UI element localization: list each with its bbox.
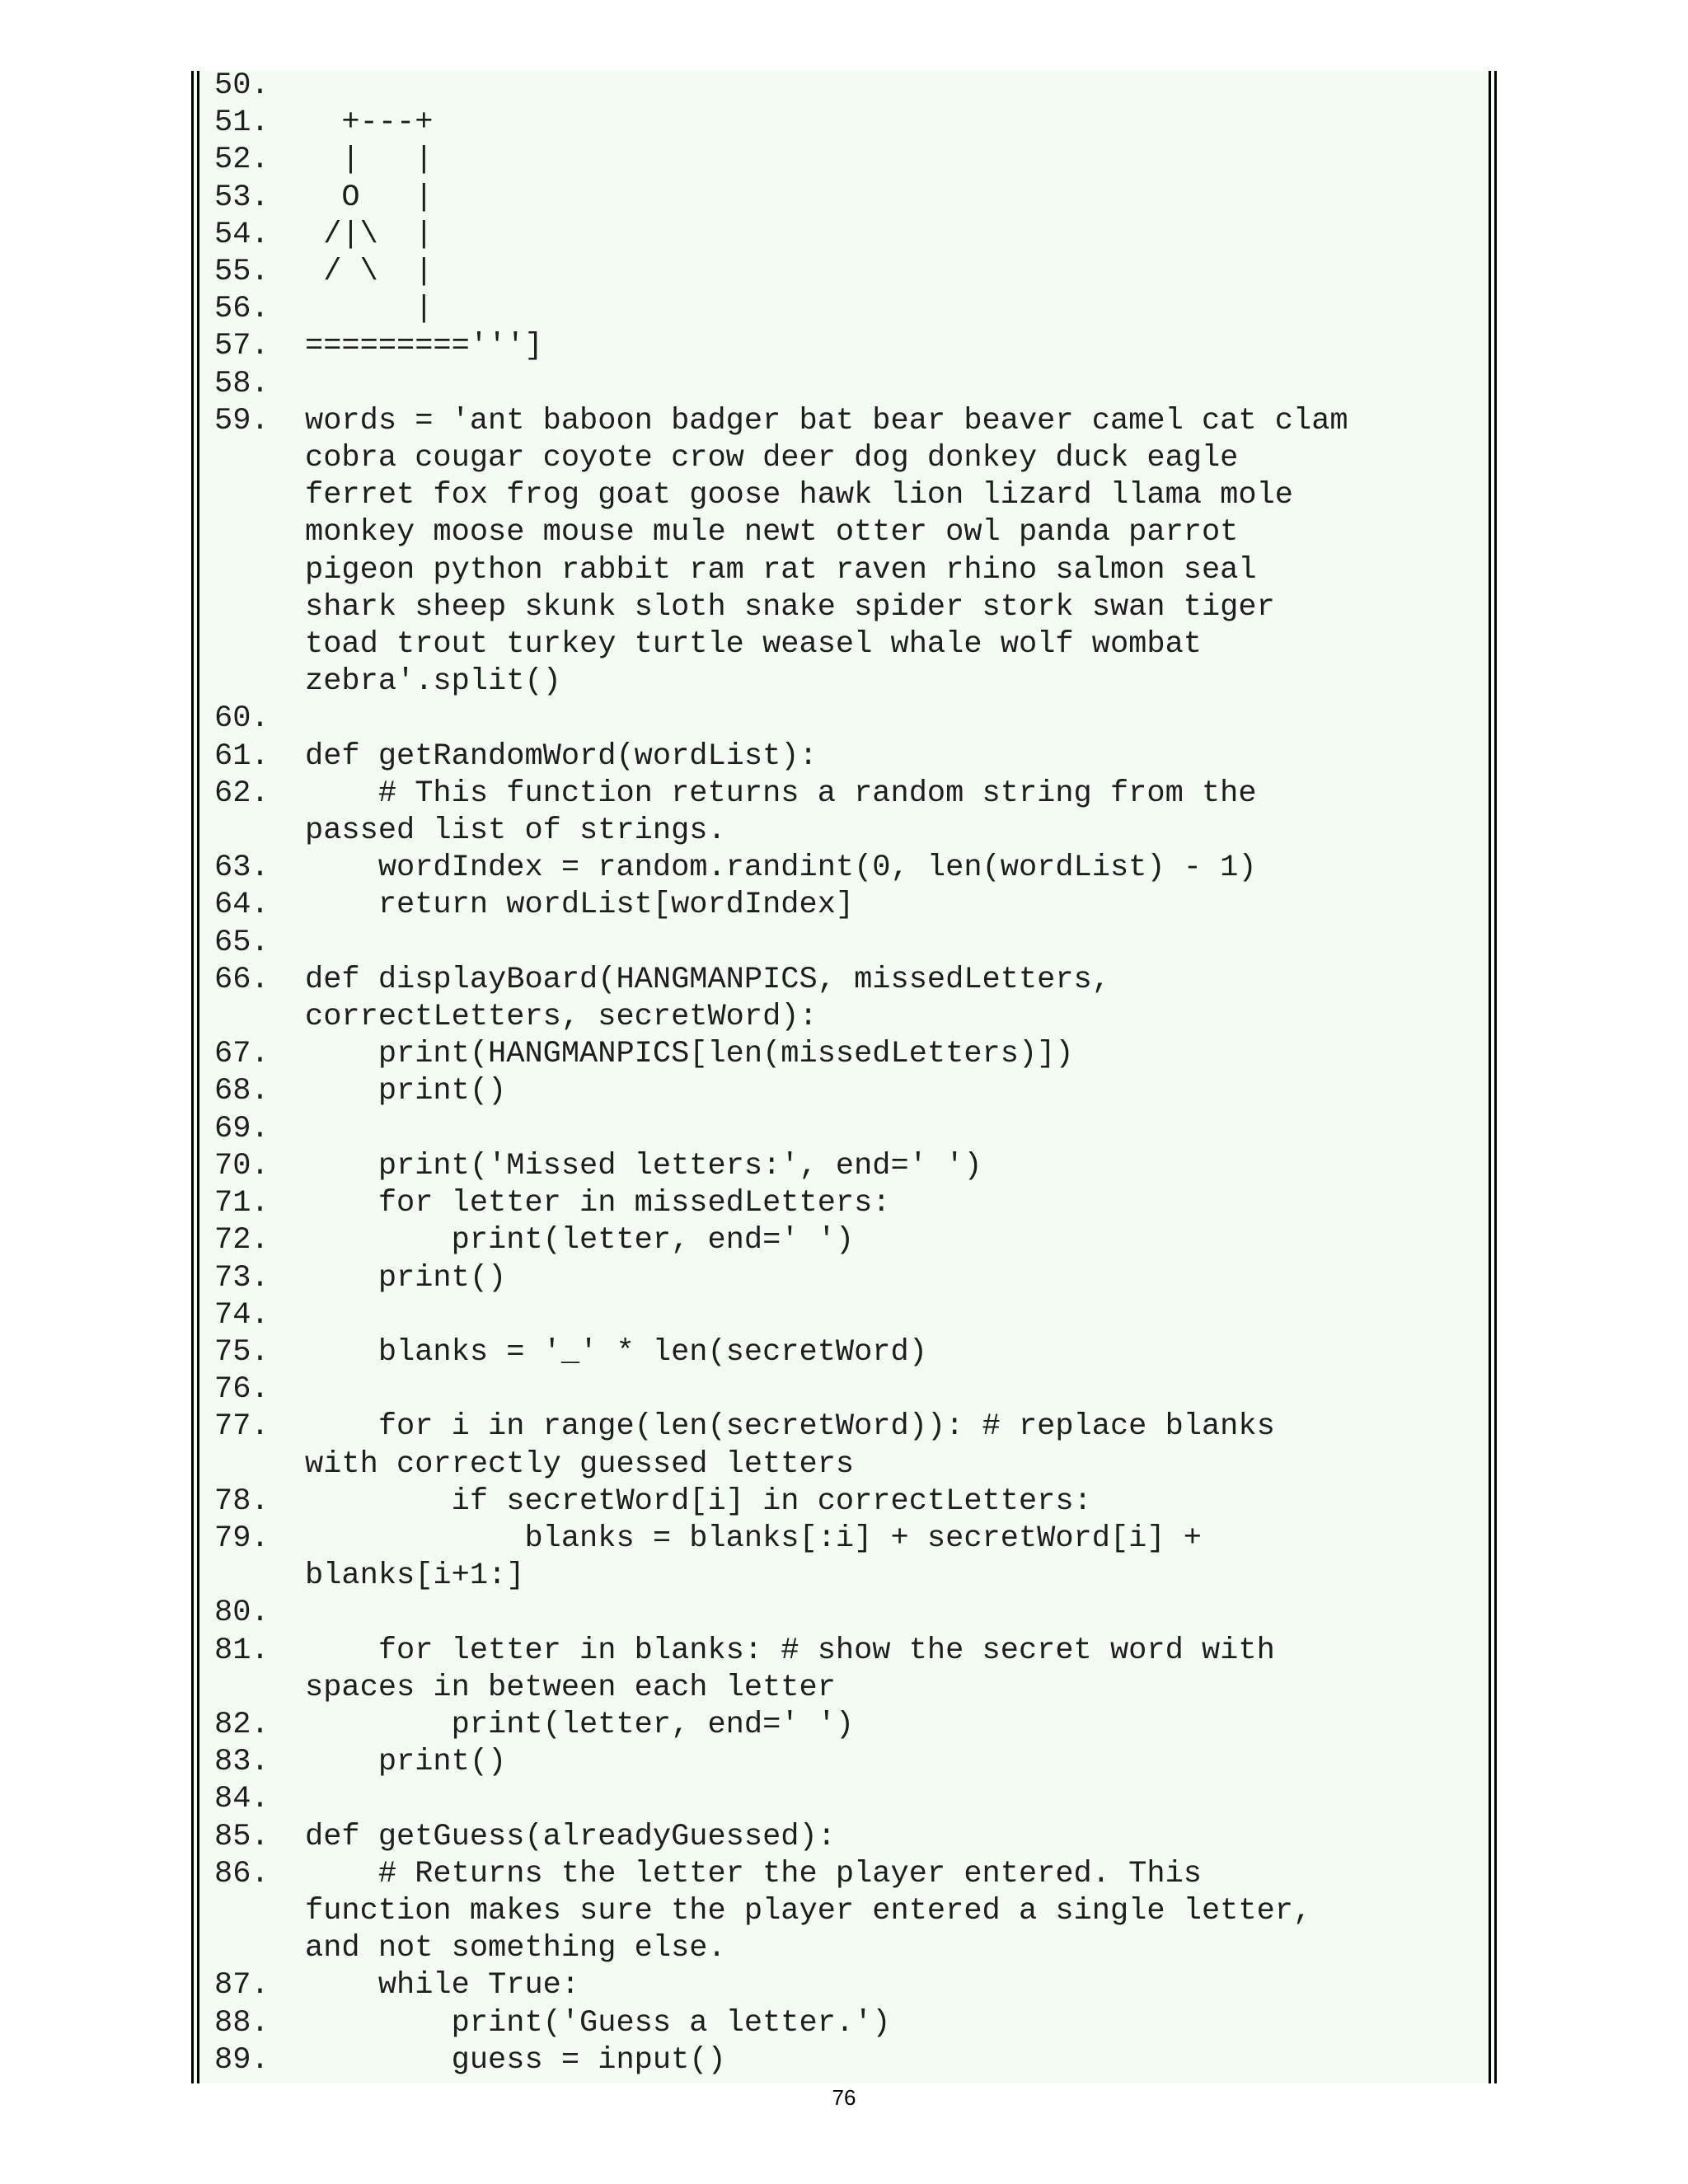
code-line — [214, 180, 1490, 217]
line-code: def getRandomWord(wordList): — [305, 738, 818, 774]
line-code: print(HANGMANPICS[len(missedLetters)]) — [305, 1037, 1074, 1072]
line-number: 65. — [214, 925, 270, 960]
line-code: # Returns the letter the player entered. This — [305, 1856, 1202, 1891]
left-border-outer — [191, 71, 194, 2083]
line-number: 80. — [214, 1596, 270, 1631]
code-line — [214, 403, 1490, 440]
line-code: +---+ — [305, 105, 434, 141]
line-number: 87. — [214, 1968, 270, 2004]
code-line — [214, 738, 1490, 776]
line-code: if secretWord[i] in correctLetters: — [305, 1483, 1092, 1519]
code-line — [214, 2042, 1490, 2079]
code-listing — [214, 68, 1490, 2079]
code-line — [214, 2005, 1490, 2042]
code-line — [214, 477, 1490, 514]
line-number: 86. — [214, 1856, 270, 1891]
line-code: blanks = '_' * len(secretWord) — [305, 1334, 927, 1370]
line-number: 74. — [214, 1297, 270, 1333]
code-line — [214, 1148, 1490, 1185]
code-line — [214, 887, 1490, 924]
line-number: 76. — [214, 1372, 270, 1408]
line-number: 66. — [214, 962, 270, 997]
left-border-inner — [197, 71, 199, 2083]
line-number: 55. — [214, 255, 270, 290]
code-line — [214, 142, 1490, 179]
line-number: 72. — [214, 1223, 270, 1258]
code-line — [214, 217, 1490, 254]
code-line — [214, 626, 1490, 663]
code-line — [214, 1222, 1490, 1259]
line-number: 78. — [214, 1483, 270, 1519]
line-code: print() — [305, 1260, 507, 1296]
line-number: 61. — [214, 738, 270, 774]
line-number: 52. — [214, 143, 270, 178]
code-line — [214, 328, 1490, 365]
code-line — [214, 813, 1490, 850]
code-line — [214, 552, 1490, 589]
line-code: words = 'ant baboon badger bat bear beaver camel cat clam — [305, 403, 1348, 438]
line-number: 59. — [214, 403, 270, 438]
line-code: function makes sure the player entered a single letter, — [305, 1893, 1312, 1929]
line-code: return wordList[wordIndex] — [305, 888, 855, 923]
line-code: spaces in between each letter — [305, 1670, 836, 1705]
code-line — [214, 1930, 1490, 1967]
line-number: 63. — [214, 851, 270, 886]
code-line — [214, 1967, 1490, 2004]
code-line — [214, 1595, 1490, 1632]
line-number: 70. — [214, 1148, 270, 1183]
code-line — [214, 776, 1490, 813]
line-number: 88. — [214, 2005, 270, 2041]
code-line — [214, 1446, 1490, 1483]
code-line — [214, 68, 1490, 105]
line-code: def getGuess(alreadyGuessed): — [305, 1819, 836, 1854]
code-line — [214, 440, 1490, 477]
code-line — [214, 291, 1490, 328]
code-line — [214, 1670, 1490, 1707]
line-number: 60. — [214, 701, 270, 737]
code-line — [214, 1260, 1490, 1297]
line-number: 57. — [214, 329, 270, 364]
line-number: 68. — [214, 1074, 270, 1109]
code-line — [214, 1781, 1490, 1818]
code-line — [214, 701, 1490, 738]
code-line — [214, 589, 1490, 626]
line-code: / \ | — [305, 255, 434, 290]
code-line — [214, 962, 1490, 999]
line-number: 71. — [214, 1186, 270, 1221]
line-code: shark sheep skunk sloth snake spider stork swan tiger — [305, 589, 1275, 625]
line-code: | — [305, 292, 434, 327]
line-number: 79. — [214, 1521, 270, 1556]
line-number: 53. — [214, 180, 270, 215]
line-code: correctLetters, secretWord): — [305, 1000, 818, 1035]
line-number: 58. — [214, 366, 270, 401]
line-code: print(letter, end=' ') — [305, 1223, 855, 1258]
line-code: O | — [305, 180, 434, 215]
line-code: ========='''] — [305, 329, 543, 364]
line-code: print('Guess a letter.') — [305, 2005, 891, 2041]
line-code: wordIndex = random.randint(0, len(wordList) - 1) — [305, 851, 1257, 886]
code-line — [214, 514, 1490, 551]
line-number: 64. — [214, 888, 270, 923]
code-line — [214, 1521, 1490, 1558]
code-line — [214, 850, 1490, 887]
line-code: while True: — [305, 1968, 580, 2004]
line-code: zebra'.split() — [305, 664, 561, 700]
page-number: 76 — [832, 2085, 856, 2110]
line-number: 83. — [214, 1745, 270, 1780]
line-number: 54. — [214, 217, 270, 252]
code-line — [214, 1297, 1490, 1334]
line-number: 62. — [214, 776, 270, 811]
code-line — [214, 1819, 1490, 1856]
code-line — [214, 1856, 1490, 1893]
line-code: print() — [305, 1745, 507, 1780]
line-code: for letter in missedLetters: — [305, 1186, 891, 1221]
line-code: pigeon python rabbit ram rat raven rhino salmon seal — [305, 552, 1257, 588]
line-number: 69. — [214, 1111, 270, 1146]
line-code: for letter in blanks: # show the secret word with — [305, 1633, 1275, 1668]
line-code: /|\ | — [305, 217, 434, 252]
line-code: toad trout turkey turtle weasel whale wolf wombat — [305, 627, 1202, 663]
line-number: 81. — [214, 1633, 270, 1668]
line-code: | | — [305, 143, 434, 178]
line-code: cobra cougar coyote crow deer dog donkey duck eagle — [305, 441, 1239, 476]
line-code: guess = input() — [305, 2042, 726, 2078]
line-number: 50. — [214, 68, 270, 103]
line-code: blanks[i+1:] — [305, 1558, 525, 1594]
code-line — [214, 1111, 1490, 1148]
line-number: 82. — [214, 1707, 270, 1742]
line-number: 73. — [214, 1260, 270, 1296]
line-number: 84. — [214, 1782, 270, 1817]
code-line — [214, 1334, 1490, 1371]
line-number: 77. — [214, 1409, 270, 1445]
code-line — [214, 1408, 1490, 1446]
code-line — [214, 1036, 1490, 1073]
line-code: def displayBoard(HANGMANPICS, missedLetters, — [305, 962, 1110, 997]
line-code: ferret fox frog goat goose hawk lion lizard llama mole — [305, 478, 1293, 513]
code-line — [214, 999, 1490, 1036]
line-code: print(letter, end=' ') — [305, 1707, 855, 1742]
code-line — [214, 105, 1490, 142]
line-number: 67. — [214, 1037, 270, 1072]
line-code: passed list of strings. — [305, 813, 726, 849]
line-number: 56. — [214, 292, 270, 327]
line-number: 89. — [214, 2042, 270, 2078]
code-line — [214, 1633, 1490, 1670]
code-line — [214, 1185, 1490, 1222]
code-line — [214, 1483, 1490, 1521]
line-code: monkey moose mouse mule newt otter owl panda parrot — [305, 515, 1239, 551]
code-line — [214, 663, 1490, 701]
line-code: print('Missed letters:', end=' ') — [305, 1148, 982, 1183]
line-code: blanks = blanks[:i] + secretWord[i] + — [305, 1521, 1202, 1556]
code-line — [214, 366, 1490, 403]
code-line — [214, 1893, 1490, 1930]
line-number: 75. — [214, 1334, 270, 1370]
code-line — [214, 1558, 1490, 1595]
line-number: 85. — [214, 1819, 270, 1854]
code-line — [214, 254, 1490, 291]
code-line — [214, 925, 1490, 962]
code-line — [214, 1707, 1490, 1744]
right-border-outer — [1494, 71, 1497, 2083]
line-code: # This function returns a random string from the — [305, 776, 1257, 811]
code-line — [214, 1744, 1490, 1781]
line-code: for i in range(len(secretWord)): # replace blanks — [305, 1409, 1275, 1445]
line-code: and not something else. — [305, 1931, 726, 1966]
line-code: with correctly guessed letters — [305, 1446, 855, 1482]
line-code: print() — [305, 1074, 507, 1109]
code-line — [214, 1073, 1490, 1110]
line-number: 51. — [214, 105, 270, 141]
code-line — [214, 1371, 1490, 1408]
